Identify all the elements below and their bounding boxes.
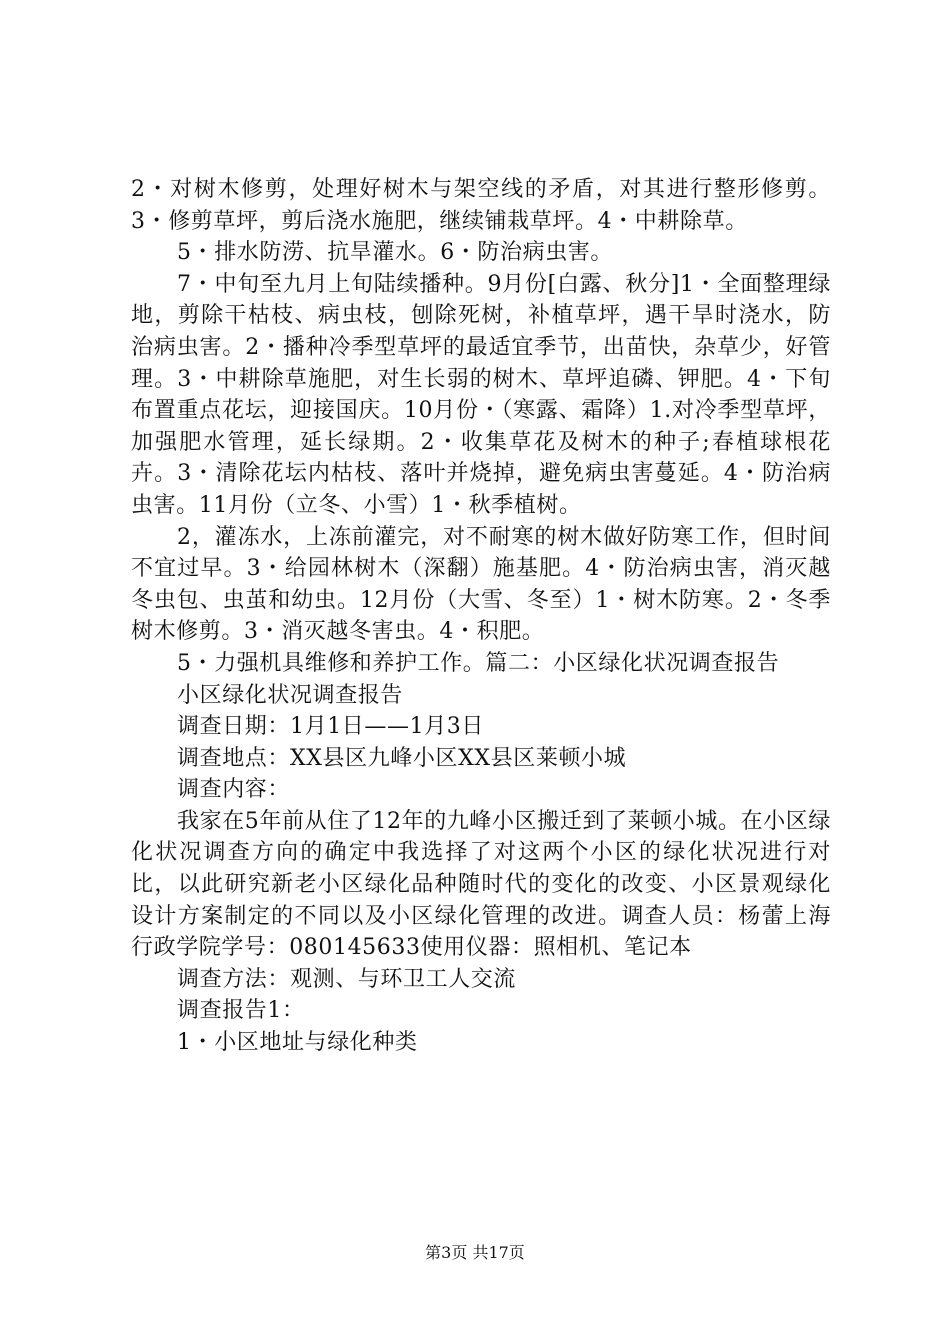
- survey-content-heading: 调查内容：: [177, 777, 291, 803]
- paragraph-winter-watering: 2，灌冻水，上冻前灌完，对不耐寒的树木做好防寒工作，但时间不宜过早。3・给园林树木（深翻）施基肥。4・防治病虫害，消灭越冬虫包、虫茧和幼虫。12月份（大雪、冬至）1・树木防寒。2・冬季树木修剪。3・消灭越冬害虫。4・积肥。: [131, 524, 831, 645]
- report-subsection-heading: 1・小区地址与绿化种类: [177, 1030, 418, 1056]
- paragraph-machinery: 5・力强机具维修和养护工作。篇二：小区绿化状况调查报告: [177, 650, 780, 676]
- survey-location: 调查地点：XX县区九峰小区XX县区莱顿小城: [177, 745, 627, 771]
- report-title: 小区绿化状况调查报告: [177, 682, 404, 708]
- survey-date: 调查日期：1月1日——1月3日: [177, 714, 484, 740]
- survey-method: 调查方法：观测、与环卫工人交流: [177, 966, 517, 992]
- paragraph-drainage: 5・排水防涝、抗旱灌水。6・防治病虫害。: [177, 240, 613, 266]
- page-number-footer: 第3页 共17页: [425, 1243, 525, 1262]
- paragraph-survey-background: 我家在5年前从住了12年的九峰小区搬迁到了莱顿小城。在小区绿化状况调查方向的确定中我选择了对这两个小区的绿化状况进行对比，以此研究新老小区绿化品种随时代的变化的改变、小区景观绿化设计方案制定的不同以及小区绿化管理的改进。调查人员：杨蕾上海行政学院学号：080145633使用仪器：照相机、笔记本: [131, 808, 831, 961]
- document-body: [131, 174, 831, 1059]
- paragraph-september-october: 7・中旬至九月上旬陆续播种。9月份[白露、秋分]1・全面整理绿地，剪除干枯枝、病虫枝，刨除死树，补植草坪，遇干旱时浇水，防治病虫害。2・播种冷季型草坪的最适宜季节，出苗快，杂草少，好管理。3・中耕除草施肥，对生长弱的树木、草坪追磷、钾肥。4・下旬布置重点花坛，迎接国庆。10月份・（寒露、霜降）1.对冷季型草坪，加强肥水管理，延长绿期。2・收集草花及树木的种子;春植球根花卉。3・清除花坛内枯枝、落叶并烧掉，避免病虫害蔓延。4・防治病虫害。11月份（立冬、小雪）1・秋季植树。: [131, 271, 831, 518]
- paragraph-tree-pruning: 2・对树木修剪，处理好树木与架空线的矛盾，对其进行整形修剪。3・修剪草坪，剪后浇水施肥，继续铺栽草坪。4・中耕除草。: [131, 177, 831, 234]
- report-section-heading: 调查报告1：: [177, 998, 305, 1024]
